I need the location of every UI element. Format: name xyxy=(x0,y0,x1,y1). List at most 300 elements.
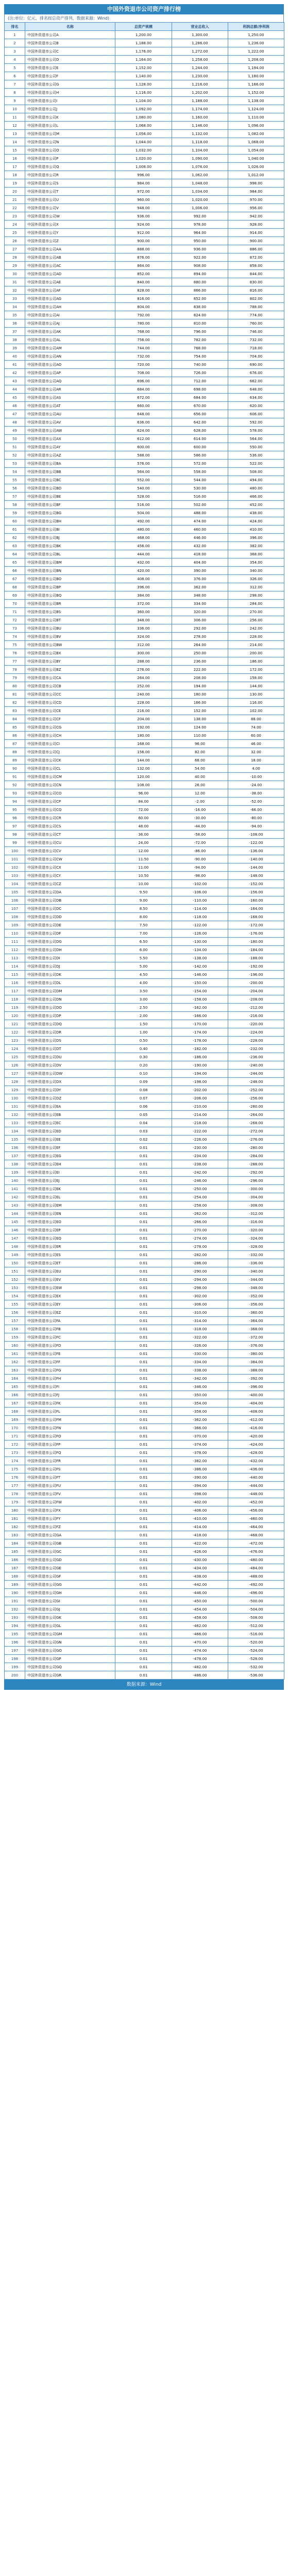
cell-rank: 95 xyxy=(5,806,25,814)
cell-rank: 48 xyxy=(5,418,25,427)
cell-rank: 116 xyxy=(5,979,25,987)
cell-assets: 0.08 xyxy=(115,1086,172,1094)
cell-name: 中国外资退市公司DA xyxy=(25,888,115,896)
table-row xyxy=(5,1201,284,1210)
cell-profit: -508.00 xyxy=(228,1614,284,1622)
table-row xyxy=(5,748,284,756)
table-row xyxy=(5,1663,284,1671)
cell-profit: -448.00 xyxy=(228,1490,284,1498)
cell-name: 中国外资退市公司AQ xyxy=(25,377,115,385)
cell-name: 中国外资退市公司CM xyxy=(25,773,115,781)
cell-revenue: 26.00 xyxy=(172,781,228,789)
table-row xyxy=(5,1408,284,1416)
cell-rank: 54 xyxy=(5,468,25,476)
cell-revenue: -386.00 xyxy=(172,1465,228,1473)
cell-profit: 438.00 xyxy=(228,509,284,517)
cell-profit: -288.00 xyxy=(228,1160,284,1168)
table-row xyxy=(5,1572,284,1581)
cell-name: 中国外资退市公司FN xyxy=(25,1424,115,1432)
cell-revenue: 824.00 xyxy=(172,311,228,319)
cell-name: 中国外资退市公司CJ xyxy=(25,748,115,756)
cell-revenue: 110.00 xyxy=(172,732,228,740)
table-row xyxy=(5,1193,284,1201)
table-row xyxy=(5,896,284,905)
cell-profit: -484.00 xyxy=(228,1564,284,1572)
table-row xyxy=(5,1333,284,1342)
cell-assets: 180.00 xyxy=(115,732,172,740)
table-row xyxy=(5,303,284,311)
cell-profit: 172.00 xyxy=(228,666,284,674)
cell-profit: -516.00 xyxy=(228,1630,284,1638)
cell-assets: 72.00 xyxy=(115,806,172,814)
cell-rank: 20 xyxy=(5,188,25,196)
cell-revenue: -158.00 xyxy=(172,995,228,1004)
cell-revenue: 754.00 xyxy=(172,352,228,361)
table-row xyxy=(5,699,284,707)
cell-rank: 38 xyxy=(5,336,25,344)
cell-name: 中国外资退市公司EG xyxy=(25,1152,115,1160)
cell-profit: -428.00 xyxy=(228,1449,284,1457)
cell-rank: 96 xyxy=(5,814,25,822)
cell-rank: 142 xyxy=(5,1193,25,1201)
table-row xyxy=(5,1416,284,1424)
table-row xyxy=(5,1440,284,1449)
cell-rank: 161 xyxy=(5,1350,25,1358)
cell-name: 中国外资退市公司CQ xyxy=(25,806,115,814)
cell-profit: -228.00 xyxy=(228,1037,284,1045)
cell-profit: -480.00 xyxy=(228,1556,284,1564)
cell-name: 中国外资退市公司EM xyxy=(25,1201,115,1210)
cell-profit: -380.00 xyxy=(228,1350,284,1358)
cell-rank: 31 xyxy=(5,278,25,286)
cell-profit: 130.00 xyxy=(228,690,284,699)
cell-rank: 118 xyxy=(5,995,25,1004)
cell-revenue: -202.00 xyxy=(172,1086,228,1094)
cell-assets: 0.40 xyxy=(115,1045,172,1053)
cell-profit: -108.00 xyxy=(228,831,284,839)
cell-name: 中国外资退市公司DO xyxy=(25,1004,115,1012)
cell-assets: 912.00 xyxy=(115,229,172,237)
cell-assets: 60.00 xyxy=(115,814,172,822)
cell-rank: 119 xyxy=(5,1004,25,1012)
table-row xyxy=(5,1424,284,1432)
cell-revenue: 432.00 xyxy=(172,542,228,550)
cell-revenue: 152.00 xyxy=(172,707,228,715)
cell-rank: 185 xyxy=(5,1548,25,1556)
cell-revenue: 768.00 xyxy=(172,344,228,352)
cell-rank: 120 xyxy=(5,1012,25,1020)
cell-assets: 576.00 xyxy=(115,460,172,468)
cell-revenue: -302.00 xyxy=(172,1292,228,1300)
cell-revenue: -230.00 xyxy=(172,1144,228,1152)
table-row xyxy=(5,641,284,649)
cell-assets: 0.01 xyxy=(115,1449,172,1457)
cell-assets: 4.00 xyxy=(115,979,172,987)
cell-revenue: -174.00 xyxy=(172,1028,228,1037)
cell-profit: -492.00 xyxy=(228,1581,284,1589)
table-row xyxy=(5,995,284,1004)
table-row xyxy=(5,1556,284,1564)
cell-rank: 5 xyxy=(5,64,25,72)
cell-assets: 0.06 xyxy=(115,1103,172,1111)
cell-rank: 189 xyxy=(5,1581,25,1589)
cell-profit: -320.00 xyxy=(228,1226,284,1234)
cell-rank: 107 xyxy=(5,905,25,913)
table-row xyxy=(5,517,284,526)
cell-revenue: -110.00 xyxy=(172,896,228,905)
cell-profit: -156.00 xyxy=(228,888,284,896)
cell-revenue: -86.00 xyxy=(172,847,228,855)
cell-revenue: 1,076.00 xyxy=(172,163,228,171)
cell-rank: 72 xyxy=(5,616,25,624)
cell-profit: 802.00 xyxy=(228,295,284,303)
cell-revenue: -130.00 xyxy=(172,938,228,946)
cell-rank: 156 xyxy=(5,1309,25,1317)
table-row xyxy=(5,295,284,303)
table-row xyxy=(5,1078,284,1086)
cell-rank: 132 xyxy=(5,1111,25,1119)
cell-rank: 30 xyxy=(5,270,25,278)
cell-profit: -420.00 xyxy=(228,1432,284,1440)
cell-profit: 1,054.00 xyxy=(228,146,284,155)
cell-assets: 1,056.00 xyxy=(115,130,172,138)
cell-rank: 79 xyxy=(5,674,25,682)
cell-revenue: 264.00 xyxy=(172,641,228,649)
cell-name: 中国外资退市公司AW xyxy=(25,427,115,435)
table-row xyxy=(5,212,284,221)
table-row xyxy=(5,872,284,880)
table-row xyxy=(5,756,284,765)
cell-profit: 340.00 xyxy=(228,567,284,575)
cell-name: 中国外资退市公司CT xyxy=(25,831,115,839)
cell-revenue: -146.00 xyxy=(172,971,228,979)
cell-name: 中国外资退市公司CG xyxy=(25,723,115,732)
cell-revenue: 936.00 xyxy=(172,245,228,253)
cell-name: 中国外资退市公司CN xyxy=(25,781,115,789)
cell-assets: 792.00 xyxy=(115,311,172,319)
cell-assets: 0.01 xyxy=(115,1292,172,1300)
cell-revenue: 810.00 xyxy=(172,319,228,328)
cell-assets: 600.00 xyxy=(115,443,172,451)
cell-rank: 179 xyxy=(5,1498,25,1506)
cell-name: 中国外资退市公司CE xyxy=(25,707,115,715)
cell-revenue: 908.00 xyxy=(172,262,228,270)
table-row xyxy=(5,1605,284,1614)
cell-profit: -436.00 xyxy=(228,1465,284,1473)
cell-rank: 62 xyxy=(5,534,25,542)
cell-rank: 60 xyxy=(5,517,25,526)
cell-profit: -148.00 xyxy=(228,872,284,880)
cell-rank: 59 xyxy=(5,509,25,517)
table-row xyxy=(5,1647,284,1655)
cell-assets: 864.00 xyxy=(115,262,172,270)
cell-profit: 886.00 xyxy=(228,245,284,253)
table-body xyxy=(5,31,284,1680)
table-row xyxy=(5,1020,284,1028)
cell-revenue: -30.00 xyxy=(172,814,228,822)
cell-profit: 536.00 xyxy=(228,451,284,460)
cell-assets: 0.07 xyxy=(115,1094,172,1103)
table-row xyxy=(5,1581,284,1589)
cell-revenue: 502.00 xyxy=(172,501,228,509)
cell-name: 中国外资退市公司EB xyxy=(25,1111,115,1119)
cell-assets: 336.00 xyxy=(115,624,172,633)
cell-assets: 0.01 xyxy=(115,1556,172,1564)
cell-revenue: -234.00 xyxy=(172,1152,228,1160)
cell-profit: -316.00 xyxy=(228,1218,284,1226)
cell-rank: 168 xyxy=(5,1408,25,1416)
cell-name: 中国外资退市公司AE xyxy=(25,278,115,286)
cell-assets: 984.00 xyxy=(115,179,172,188)
cell-assets: 0.01 xyxy=(115,1309,172,1317)
cell-name: 中国外资退市公司EZ xyxy=(25,1309,115,1317)
cell-revenue: 866.00 xyxy=(172,286,228,295)
cell-rank: 180 xyxy=(5,1506,25,1515)
cell-rank: 83 xyxy=(5,707,25,715)
table-row xyxy=(5,1375,284,1383)
cell-name: 中国外资退市公司M xyxy=(25,130,115,138)
cell-profit: -412.00 xyxy=(228,1416,284,1424)
cell-name: 中国外资退市公司DX xyxy=(25,1078,115,1086)
cell-name: 中国外资退市公司ED xyxy=(25,1127,115,1136)
cell-assets: 0.01 xyxy=(115,1465,172,1473)
cell-profit: 914.00 xyxy=(228,229,284,237)
cell-name: 中国外资退市公司EQ xyxy=(25,1234,115,1243)
table-row xyxy=(5,394,284,402)
cell-assets: 252.00 xyxy=(115,682,172,690)
cell-name: 中国外资退市公司AF xyxy=(25,286,115,295)
cell-name: 中国外资退市公司E xyxy=(25,64,115,72)
cell-revenue: 82.00 xyxy=(172,748,228,756)
cell-rank: 89 xyxy=(5,756,25,765)
cell-profit: 88.00 xyxy=(228,715,284,723)
table-row xyxy=(5,773,284,781)
table-row xyxy=(5,1597,284,1605)
cell-profit: -236.00 xyxy=(228,1053,284,1061)
table-row xyxy=(5,1383,284,1391)
cell-assets: 828.00 xyxy=(115,286,172,295)
cell-profit: -376.00 xyxy=(228,1342,284,1350)
table-row xyxy=(5,1045,284,1053)
cell-assets: 840.00 xyxy=(115,278,172,286)
cell-name: 中国外资退市公司FH xyxy=(25,1375,115,1383)
cell-name: 中国外资退市公司CI xyxy=(25,740,115,748)
cell-profit: 578.00 xyxy=(228,427,284,435)
cell-rank: 15 xyxy=(5,146,25,155)
cell-profit: 564.00 xyxy=(228,435,284,443)
cell-profit: -340.00 xyxy=(228,1267,284,1276)
cell-assets: 0.01 xyxy=(115,1531,172,1539)
cell-assets: 1,128.00 xyxy=(115,80,172,89)
cell-revenue: -166.00 xyxy=(172,1012,228,1020)
cell-name: 中国外资退市公司W xyxy=(25,212,115,221)
table-row xyxy=(5,608,284,616)
cell-profit: -404.00 xyxy=(228,1399,284,1408)
table-row xyxy=(5,806,284,814)
cell-profit: 298.00 xyxy=(228,591,284,600)
cell-assets: 924.00 xyxy=(115,221,172,229)
table-row xyxy=(5,929,284,938)
cell-revenue: -226.00 xyxy=(172,1136,228,1144)
table-row xyxy=(5,1144,284,1152)
cell-name: 中国外资退市公司GB xyxy=(25,1539,115,1548)
cell-profit: 312.00 xyxy=(228,583,284,591)
cell-rank: 64 xyxy=(5,550,25,558)
cell-rank: 57 xyxy=(5,493,25,501)
cell-profit: 620.00 xyxy=(228,402,284,410)
cell-revenue: -462.00 xyxy=(172,1622,228,1630)
table-row xyxy=(5,624,284,633)
cell-name: 中国外资退市公司BX xyxy=(25,649,115,657)
cell-revenue: -486.00 xyxy=(172,1671,228,1680)
cell-name: 中国外资退市公司AL xyxy=(25,336,115,344)
table-row xyxy=(5,204,284,212)
cell-profit: 1,124.00 xyxy=(228,105,284,113)
table-row xyxy=(5,155,284,163)
cell-name: 中国外资退市公司ET xyxy=(25,1259,115,1267)
cell-rank: 90 xyxy=(5,765,25,773)
cell-assets: 0.01 xyxy=(115,1391,172,1399)
cell-profit: -220.00 xyxy=(228,1020,284,1028)
table-row xyxy=(5,1317,284,1325)
cell-revenue: 740.00 xyxy=(172,361,228,369)
table-row xyxy=(5,1614,284,1622)
cell-revenue: -310.00 xyxy=(172,1309,228,1317)
table-row xyxy=(5,1292,284,1300)
cell-name: 中国外资退市公司BJ xyxy=(25,534,115,542)
cell-rank: 114 xyxy=(5,962,25,971)
cell-name: 中国外资退市公司FE xyxy=(25,1350,115,1358)
cell-profit: 830.00 xyxy=(228,278,284,286)
cell-rank: 98 xyxy=(5,831,25,839)
table-row xyxy=(5,72,284,80)
cell-assets: 0.01 xyxy=(115,1605,172,1614)
cell-assets: 900.00 xyxy=(115,237,172,245)
cell-assets: 10.00 xyxy=(115,880,172,888)
cell-rank: 63 xyxy=(5,542,25,550)
cell-revenue: -342.00 xyxy=(172,1375,228,1383)
cell-revenue: -274.00 xyxy=(172,1234,228,1243)
cell-rank: 7 xyxy=(5,80,25,89)
cell-name: 中国外资退市公司AH xyxy=(25,303,115,311)
cell-revenue: 1,062.00 xyxy=(172,171,228,179)
cell-rank: 199 xyxy=(5,1663,25,1671)
cell-rank: 143 xyxy=(5,1201,25,1210)
cell-profit: 18.00 xyxy=(228,756,284,765)
cell-assets: 372.00 xyxy=(115,600,172,608)
cell-name: 中国外资退市公司S xyxy=(25,179,115,188)
table-row xyxy=(5,1523,284,1531)
cell-revenue: -270.00 xyxy=(172,1226,228,1234)
cell-profit: -456.00 xyxy=(228,1506,284,1515)
cell-rank: 135 xyxy=(5,1136,25,1144)
cell-rank: 29 xyxy=(5,262,25,270)
cell-rank: 67 xyxy=(5,575,25,583)
cell-profit: -328.00 xyxy=(228,1243,284,1251)
cell-rank: 147 xyxy=(5,1234,25,1243)
cell-revenue: -162.00 xyxy=(172,1004,228,1012)
cell-assets: 396.00 xyxy=(115,583,172,591)
cell-profit: -152.00 xyxy=(228,880,284,888)
cell-revenue: -398.00 xyxy=(172,1490,228,1498)
cell-assets: 156.00 xyxy=(115,748,172,756)
table-row xyxy=(5,1432,284,1440)
cell-rank: 94 xyxy=(5,798,25,806)
table-row xyxy=(5,270,284,278)
cell-profit: -200.00 xyxy=(228,979,284,987)
cell-name: 中国外资退市公司FV xyxy=(25,1490,115,1498)
table-row xyxy=(5,369,284,377)
cell-rank: 188 xyxy=(5,1572,25,1581)
cell-profit: -400.00 xyxy=(228,1391,284,1399)
cell-profit: -192.00 xyxy=(228,962,284,971)
cell-profit: -344.00 xyxy=(228,1276,284,1284)
cell-revenue: -354.00 xyxy=(172,1399,228,1408)
cell-revenue: -322.00 xyxy=(172,1333,228,1342)
cell-name: 中国外资退市公司DY xyxy=(25,1086,115,1094)
cell-assets: 3.50 xyxy=(115,987,172,995)
table-row xyxy=(5,1243,284,1251)
cell-revenue: -434.00 xyxy=(172,1564,228,1572)
cell-rank: 93 xyxy=(5,789,25,798)
table-row xyxy=(5,558,284,567)
cell-profit: -520.00 xyxy=(228,1638,284,1647)
cell-profit: -416.00 xyxy=(228,1424,284,1432)
table-row xyxy=(5,39,284,47)
table-row xyxy=(5,1589,284,1597)
cell-revenue: -282.00 xyxy=(172,1251,228,1259)
cell-profit: -444.00 xyxy=(228,1482,284,1490)
cell-name: 中国外资退市公司BL xyxy=(25,550,115,558)
cell-name: 中国外资退市公司AD xyxy=(25,270,115,278)
cell-assets: 816.00 xyxy=(115,295,172,303)
table-row xyxy=(5,921,284,929)
cell-revenue: 12.00 xyxy=(172,789,228,798)
table-row xyxy=(5,591,284,600)
cell-profit: 32.00 xyxy=(228,748,284,756)
table-row xyxy=(5,427,284,435)
cell-rank: 113 xyxy=(5,954,25,962)
table-row xyxy=(5,987,284,995)
cell-rank: 3 xyxy=(5,47,25,56)
table-row xyxy=(5,1490,284,1498)
cell-profit: 634.00 xyxy=(228,394,284,402)
table-row xyxy=(5,1548,284,1556)
cell-assets: 0.02 xyxy=(115,1136,172,1144)
cell-rank: 162 xyxy=(5,1358,25,1366)
table-row xyxy=(5,567,284,575)
cell-name: 中国外资退市公司DT xyxy=(25,1045,115,1053)
cell-profit: -524.00 xyxy=(228,1647,284,1655)
cell-rank: 131 xyxy=(5,1103,25,1111)
cell-assets: 8.00 xyxy=(115,913,172,921)
cell-profit: 158.00 xyxy=(228,674,284,682)
cell-assets: 264.00 xyxy=(115,674,172,682)
cell-rank: 61 xyxy=(5,526,25,534)
cell-rank: 45 xyxy=(5,394,25,402)
cell-rank: 138 xyxy=(5,1160,25,1168)
cell-name: 中国外资退市公司AZ xyxy=(25,451,115,460)
cell-revenue: 922.00 xyxy=(172,253,228,262)
cell-name: 中国外资退市公司CS xyxy=(25,822,115,831)
cell-revenue: -314.00 xyxy=(172,1317,228,1325)
table-row xyxy=(5,468,284,476)
cell-revenue: 1,174.00 xyxy=(172,105,228,113)
cell-name: 中国外资退市公司GF xyxy=(25,1572,115,1581)
cell-revenue: 712.00 xyxy=(172,377,228,385)
cell-rank: 127 xyxy=(5,1070,25,1078)
cell-assets: 36.00 xyxy=(115,831,172,839)
